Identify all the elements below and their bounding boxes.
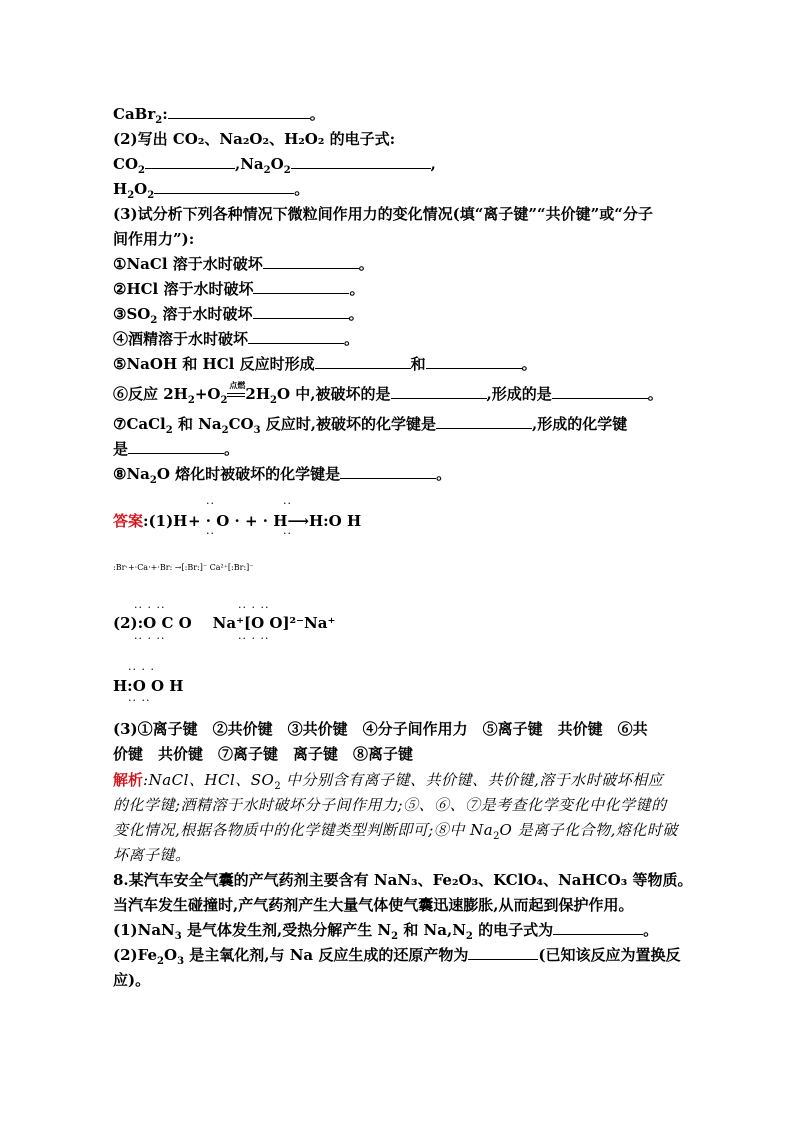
cabr2-blank[interactable] bbox=[168, 104, 310, 119]
na2o2-blank[interactable] bbox=[291, 154, 431, 169]
h2o-reactants: + · O · + · H⟶H:O H bbox=[188, 512, 362, 530]
co2-blank[interactable] bbox=[145, 154, 235, 169]
q3-item3-blank[interactable] bbox=[253, 304, 349, 319]
q3-item1-blank[interactable] bbox=[263, 254, 359, 269]
o-dots-bottom: ·· bbox=[206, 527, 215, 540]
q8-product-blank[interactable] bbox=[468, 945, 538, 960]
analysis-line1: 解析:NaCl、HCl、$SO_2$ 中分别含有离子键、共价键、共价键,溶于水时破坏相应 bbox=[113, 771, 664, 792]
answer-part3-line1: (3)①离子键 ②共价键 ③共价键 ④分子间作用力 ⑤离子键 共价键 ⑥共 bbox=[113, 720, 648, 738]
h2o-dots-top: ·· bbox=[283, 497, 292, 510]
h2o-dots-bottom: ·· bbox=[283, 527, 292, 540]
q8-line5: 应)。 bbox=[113, 971, 151, 989]
q3-item3: $③SO_2$ 溶于水时破坏 。 bbox=[113, 305, 364, 326]
answer-label: 答案 bbox=[113, 512, 144, 530]
q8-line4: $(2)Fe_2O_3$ 是主氧化剂,与 Na 反应生成的还原产物为 (已知该反应为置换反 bbox=[113, 946, 681, 967]
analysis-line3: 变化情况,根据各物质中的化学键类型判断即可;⑧中 $Na_2O$ 是离子化合物,熔化时破 bbox=[113, 821, 678, 842]
ignite-condition-arrow: 点燃 bbox=[227, 384, 245, 404]
q3-item5: ⑤NaOH 和 HCl 反应时形成 和 。 bbox=[113, 355, 537, 373]
q3-item4-blank[interactable] bbox=[248, 329, 344, 344]
q8-line1: 8.某汽车安全气囊的产气药剂主要含有 NaN₃、Fe₂O₃、KClO₄、NaHCO₃ 等物质。 bbox=[113, 871, 693, 889]
co2-dots-top: ·· · ·· bbox=[134, 601, 166, 614]
q3-item6-blank-a[interactable] bbox=[391, 384, 487, 399]
q8-n2-blank[interactable] bbox=[553, 920, 643, 935]
answer-part1: 答案:(1)H bbox=[113, 512, 188, 530]
na2o2-dots-bottom: ·· · ·· bbox=[238, 632, 270, 645]
q3-prompt-line2: 间作用力”): bbox=[113, 230, 195, 248]
q3-item2: ②HCl 溶于水时破坏 。 bbox=[113, 280, 365, 298]
q3-item8-blank[interactable] bbox=[340, 464, 436, 479]
q8-line3: (1)NaN$_3$ 是气体发生剂,受热分解产生 $N_2$ 和 $Na,N_2$ 的电子式为 。 bbox=[113, 921, 659, 942]
q3-item7-blank-a[interactable] bbox=[436, 414, 532, 429]
q3-item7-blank-b[interactable] bbox=[128, 439, 224, 454]
q2-co2-na2o2-line: $CO_2$ $,Na_2O_2$ , bbox=[113, 155, 436, 176]
h2o2-dots-bottom: ·· ·· bbox=[128, 694, 151, 707]
h2o2-electron-formula: H:O O H bbox=[113, 677, 184, 695]
cabr2-electron-formula: :Br·+·Ca·+·Br: →[:Br:]⁻ Ca²⁺[:Br:]⁻ bbox=[113, 563, 254, 572]
q3-item6-blank-b[interactable] bbox=[552, 384, 648, 399]
q3-item2-blank[interactable] bbox=[253, 279, 349, 294]
q3-item7: ⑦CaCl$_2$ 和 $Na_2CO_3$ 反应时,被破坏的化学键是 ,形成的化学键 bbox=[113, 415, 628, 436]
analysis-line4: 坏离子键。 bbox=[113, 846, 191, 864]
cabr2-line: CaBr$_2$: 。 bbox=[113, 105, 325, 126]
h2o2-blank[interactable] bbox=[154, 179, 294, 194]
analysis-label: 解析 bbox=[113, 771, 144, 789]
answer-part2: (2):O C O Na⁺[O O]²⁻Na⁺ bbox=[113, 614, 336, 632]
q3-item7-line2: 是 。 bbox=[113, 440, 240, 458]
q8-line2: 当汽车发生碰撞时,产气药剂产生大量气体使气囊迅速膨胀,从而起到保护作用。 bbox=[113, 896, 634, 914]
q3-item8: $⑧Na_2O$ 熔化时被破坏的化学键是 。 bbox=[113, 465, 452, 486]
q3-item4: ④酒精溶于水时破坏 。 bbox=[113, 330, 360, 348]
q3-item6: ⑥反应 $2H_2+O_2$ 点燃 $2H_2O$ 中,被破坏的是 ,形成的是 。 bbox=[113, 380, 663, 406]
q3-item1: ①NaCl 溶于水时破坏 。 bbox=[113, 255, 374, 273]
co2-dots-bottom: ·· · ·· bbox=[134, 632, 166, 645]
q2-prompt: (2)写出 CO₂、Na₂O₂、H₂O₂ 的电子式: bbox=[113, 130, 396, 148]
q3-item5-blank-a[interactable] bbox=[315, 354, 411, 369]
q3-item5-blank-b[interactable] bbox=[426, 354, 522, 369]
na2o2-dots-top: ·· · ·· bbox=[238, 601, 270, 614]
q3-prompt-line1: (3)试分析下列各种情况下微粒间作用力的变化情况(填“离子键”“共价键”或“分子 bbox=[113, 205, 653, 223]
answer-part3-line2: 价键 共价键 ⑦离子键 离子键 ⑧离子键 bbox=[113, 745, 414, 763]
analysis-line2: 的化学键;酒精溶于水时破坏分子间作用力;⑤、⑥、⑦是考查化学变化中化学键的 bbox=[113, 796, 667, 814]
h2o2-dots-top: ·· · · bbox=[128, 663, 155, 676]
o-dots-top: ·· bbox=[206, 497, 215, 510]
q2-h2o2-line: $H_2O_2$ 。 bbox=[113, 180, 310, 201]
